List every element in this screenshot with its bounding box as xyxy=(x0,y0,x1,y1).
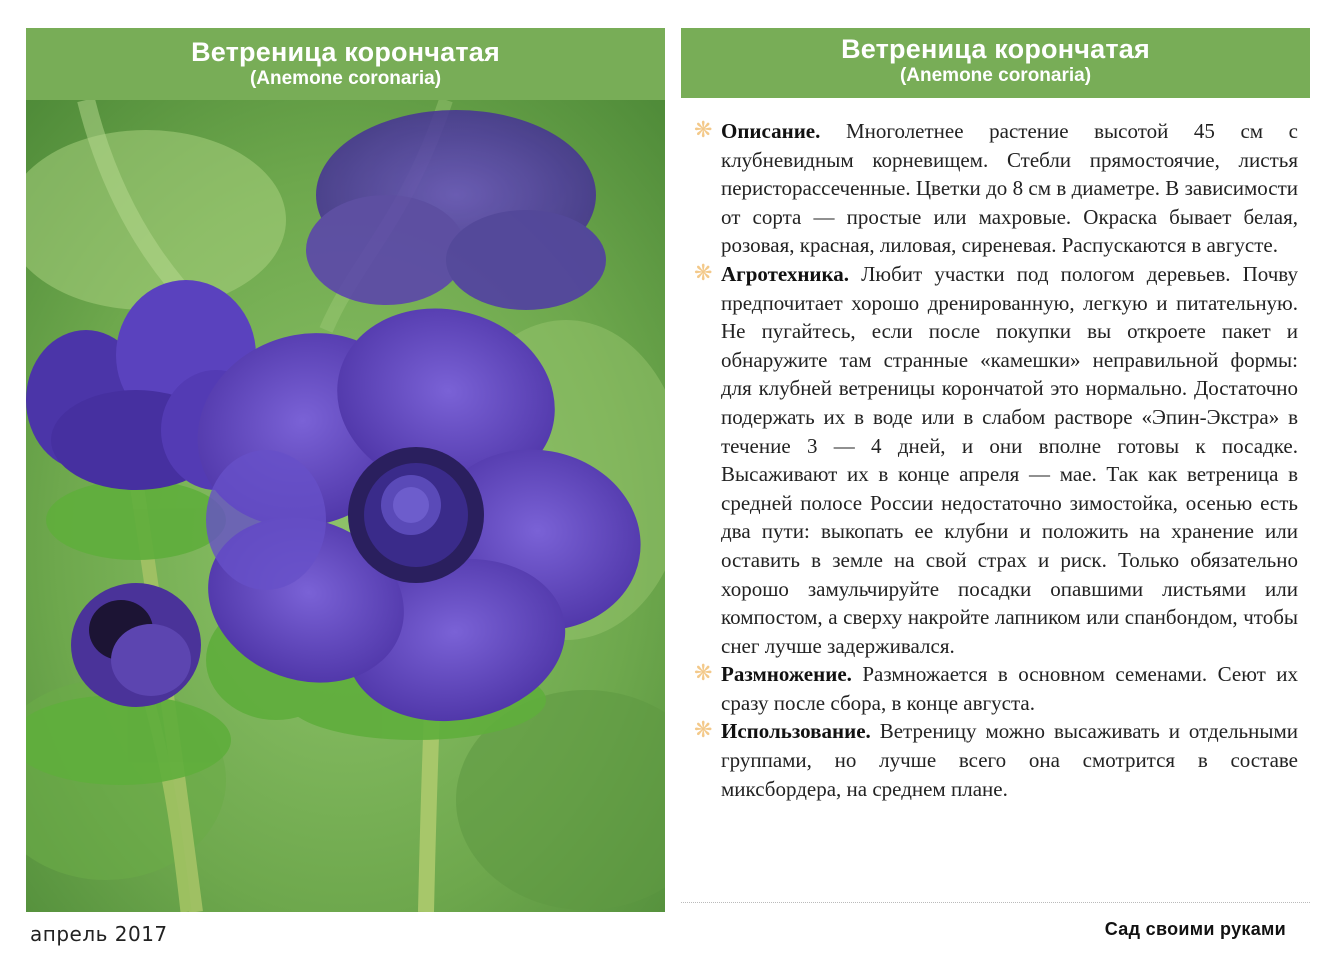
flower-bullet-icon: ❋ xyxy=(694,718,713,744)
article-body xyxy=(691,117,1298,803)
right-card-header xyxy=(681,28,1310,98)
section-usage xyxy=(691,717,1298,803)
left-card-title: Ветреница корончатая xyxy=(191,37,500,67)
footer-divider xyxy=(681,902,1310,904)
flower-bullet-icon: ❋ xyxy=(694,118,713,143)
section-propagation xyxy=(691,660,1298,717)
section-text: Ветреницу можно высаживать и отдельными группами, но лучше всего она смотрится в составе миксбордера, на среднем плане. xyxy=(721,719,1298,801)
right-card-subtitle: (Anemone coronaria) xyxy=(899,65,1092,86)
left-card-subtitle: (Anemone coronaria) xyxy=(249,68,442,89)
flower-bullet-icon: ❋ xyxy=(694,260,713,286)
anemone-photo xyxy=(26,100,665,912)
section-heading: Описание. xyxy=(721,119,846,143)
section-heading: Агротехника. xyxy=(721,261,862,286)
section-agrotechnics xyxy=(691,260,1298,660)
section-heading: Использование. xyxy=(721,719,880,744)
issue-date: апрель 2017 xyxy=(30,922,168,946)
section-text: Размножается в основном семенами. Сеют их сразу после сбора, в конце августа. xyxy=(721,662,1298,715)
flower-bullet-icon: ❋ xyxy=(694,661,713,687)
section-heading: Размножение. xyxy=(721,662,863,687)
left-card-header xyxy=(26,28,665,100)
magazine-name: Сад своими руками xyxy=(1104,919,1286,939)
section-text: Многолетнее растение высотой 45 см с клубневидным корневищем. Стебли прямостоячие, листья перисторассеченные. Цветки до 8 см в диаметре. В зависимости от сорта — простые или махровые. Окраска бывает белая, розовая, красная, лиловая, сиреневая. Распускаются в августе. xyxy=(721,119,1298,258)
right-card-title: Ветреница корончатая xyxy=(841,34,1150,64)
section-description xyxy=(691,117,1298,260)
left-card xyxy=(26,28,665,912)
section-text: Любит участки под пологом деревьев. Почву предпочитает хорошо дренированную, легкую и питательную. Не пугайтесь, если после покупки вы откроете пакет и обнаружите там странные «камешки» неправильной формы: для клубней ветреницы корончатой это нормально. Достаточно подержать их в воде или в слабом растворе «Эпин-Экстра» в течение 3 — 4 дней, и они вполне готовы к посадке. Высаживают их в конце апреля — мае. Так как ветреница в средней полосе России недостаточно зимостойка, осенью есть два пути: выкопать ее клубни и положить на хранение или оставить в земле на свой страх и риск. Только обязательно хорошо замульчируйте посадки опавшими листьями или компостом, а сверху накройте лапником или спанбондом, чтобы снег лучше задерживался. xyxy=(721,261,1298,658)
